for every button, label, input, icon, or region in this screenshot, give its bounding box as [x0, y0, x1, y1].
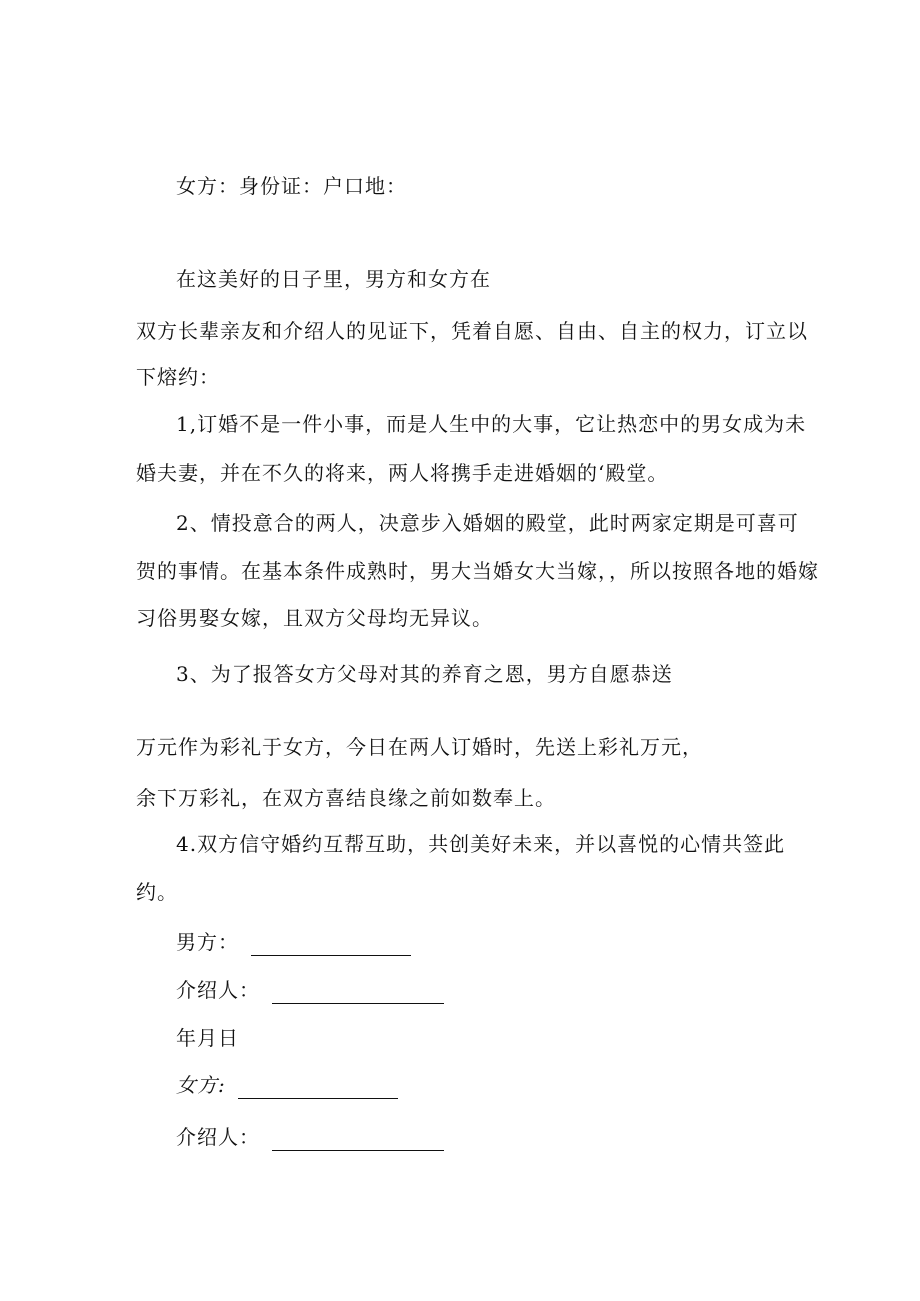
preamble-line-1: 双方长辈亲友和介绍人的见证下，凭着自愿、自由、自主的权力，订立以 — [136, 319, 808, 343]
male-signature-label: 男方： — [176, 930, 239, 954]
clause-3-line-3: 余下万彩礼，在双方喜结良缘之前如数奉上。 — [136, 786, 556, 810]
introducer-1-signature-row — [176, 976, 444, 1004]
clause-1-line-2: 婚夫妻，并在不久的将来，两人将携手走进婚姻的‘殿堂。 — [136, 461, 669, 485]
male-signature-field[interactable] — [251, 933, 411, 956]
clause-3-line-2: 万元作为彩礼于女方，今日在两人订婚时，先送上彩礼万元， — [136, 735, 703, 759]
female-header-line: 女方：身份证：户口地： — [176, 174, 407, 198]
clause-4-line-1: 4.双方信守婚约互帮互助，共创美好未来，并以喜悦的心情共签此 — [176, 832, 786, 856]
introducer-1-signature-label: 介绍人： — [176, 978, 260, 1002]
clause-2-line-2: 贺的事情。在基本条件成熟时，男大当婚女大当嫁，，所以按照各地的婚嫁 — [136, 559, 819, 583]
clause-2-line-3: 习俗男娶女嫁，且双方父母均无异议。 — [136, 606, 493, 630]
female-signature-row — [176, 1071, 398, 1099]
clause-2-line-1: 2、情投意合的两人，决意步入婚姻的殿堂，此时两家定期是可喜可 — [176, 511, 799, 535]
clause-1-line-1: 1,订婚不是一件小事，而是人生中的大事，它让热恋中的男女成为未 — [176, 412, 807, 436]
introducer-2-signature-field[interactable] — [272, 1128, 444, 1151]
female-signature-field[interactable] — [238, 1076, 398, 1099]
clause-4-line-2: 约。 — [136, 880, 178, 904]
introducer-1-signature-field[interactable] — [272, 981, 444, 1004]
introducer-2-signature-row — [176, 1123, 444, 1151]
preamble-line-2: 下熔约： — [136, 365, 220, 389]
introducer-2-signature-label: 介绍人： — [176, 1125, 260, 1149]
male-signature-row — [176, 928, 411, 956]
date-line: 年月日 — [176, 1026, 239, 1050]
clause-3-line-1: 3、为了报答女方父母对其的养育之恩，男方自愿恭送 — [176, 662, 673, 686]
female-signature-label: 女方: — [176, 1073, 226, 1097]
intro-line: 在这美好的日子里，男方和女方在 — [176, 267, 491, 291]
